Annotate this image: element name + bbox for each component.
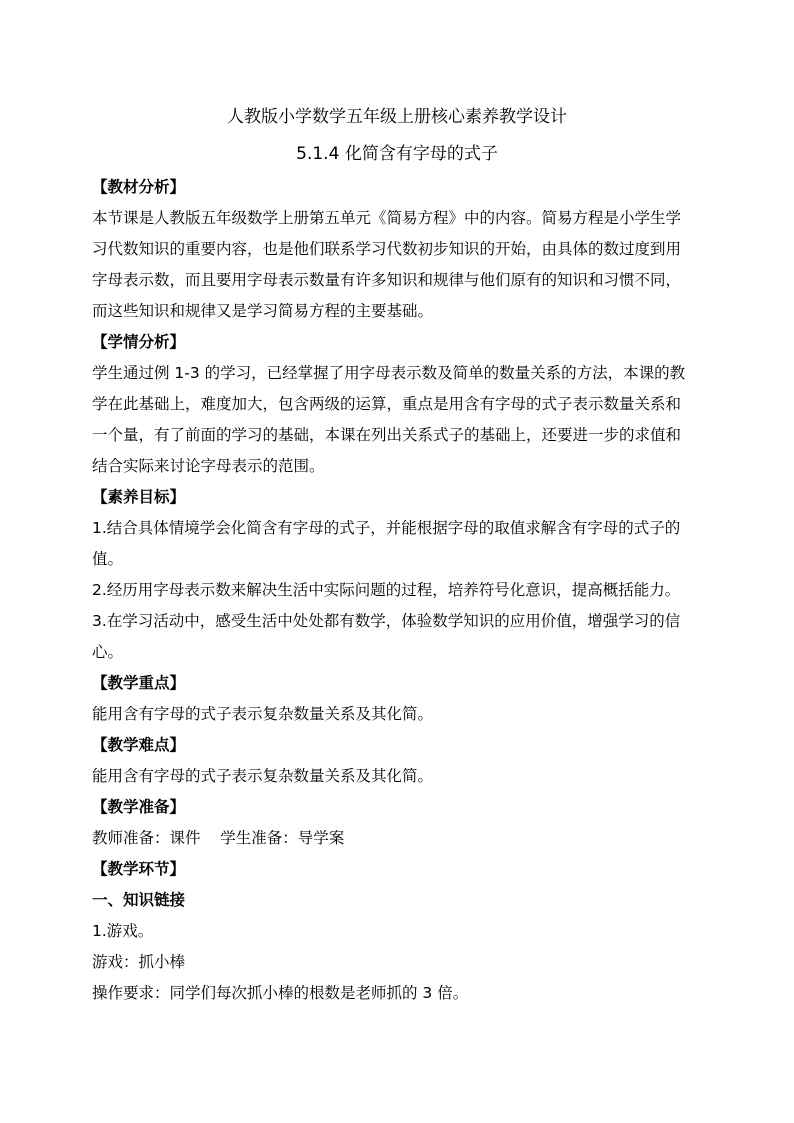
section-heading-teaching-focus: 【教学重点】: [92, 674, 186, 692]
paragraph-line: 一个量，有了前面的学习的基础，本课在列出关系式子的基础上，还要进一步的求值和: [92, 426, 682, 444]
section-heading-learner-analysis: 【学情分析】: [92, 333, 186, 351]
paragraph-line: 操作要求：同学们每次抓小棒的根数是老师抓的 3 倍。: [92, 984, 469, 1002]
section-heading-literacy-goals: 【素养目标】: [92, 488, 186, 506]
paragraph-line: 学在此基础上，难度加大，包含两级的运算，重点是用含有字母的式子表示数量关系和: [92, 395, 682, 413]
section-heading-textbook-analysis: 【教材分析】: [92, 178, 186, 196]
section-heading-teaching-steps: 【教学环节】: [92, 860, 186, 878]
paragraph-line: 教师准备：课件 学生准备：导学案: [92, 829, 345, 847]
paragraph-line: 值。: [92, 550, 124, 568]
section-heading-teaching-difficulty: 【教学难点】: [92, 736, 186, 754]
section-heading-knowledge-link: 一、知识链接: [92, 891, 186, 909]
paragraph-line: 心。: [92, 643, 124, 661]
paragraph-line: 能用含有字母的式子表示复杂数量关系及其化简。: [92, 767, 434, 785]
document-title: 人教版小学数学五年级上册核心素养教学设计: [227, 107, 567, 127]
paragraph-line: 1.结合具体情境学会化简含有字母的式子，并能根据字母的取值求解含有字母的式子的: [92, 519, 681, 537]
paragraph-line: 本节课是人教版五年级数学上册第五单元《简易方程》中的内容。简易方程是小学生学: [92, 209, 682, 227]
paragraph-line: 字母表示数，而且要用字母表示数量有许多知识和规律与他们原有的知识和习惯不同，: [92, 271, 682, 289]
paragraph-line: 2.经历用字母表示数来解决生活中实际问题的过程，培养符号化意识，提高概括能力。: [92, 581, 681, 599]
paragraph-line: 1.游戏。: [92, 922, 154, 940]
paragraph-line: 而这些知识和规律又是学习简易方程的主要基础。: [92, 302, 434, 320]
paragraph-line: 能用含有字母的式子表示复杂数量关系及其化简。: [92, 705, 434, 723]
section-heading-teaching-preparation: 【教学准备】: [92, 798, 186, 816]
paragraph-line: 学生通过例 1-3 的学习，已经掌握了用字母表示数及简单的数量关系的方法，本课的教: [92, 364, 686, 382]
paragraph-line: 3.在学习活动中，感受生活中处处都有数学，体验数学知识的应用价值，增强学习的信: [92, 612, 681, 630]
paragraph-line: 游戏：抓小棒: [92, 953, 186, 971]
paragraph-line: 结合实际来讨论字母表示的范围。: [92, 457, 325, 475]
document-subtitle: 5.1.4 化简含有字母的式子: [296, 144, 498, 164]
paragraph-line: 习代数知识的重要内容，也是他们联系学习代数初步知识的开始，由具体的数过度到用: [92, 240, 682, 258]
